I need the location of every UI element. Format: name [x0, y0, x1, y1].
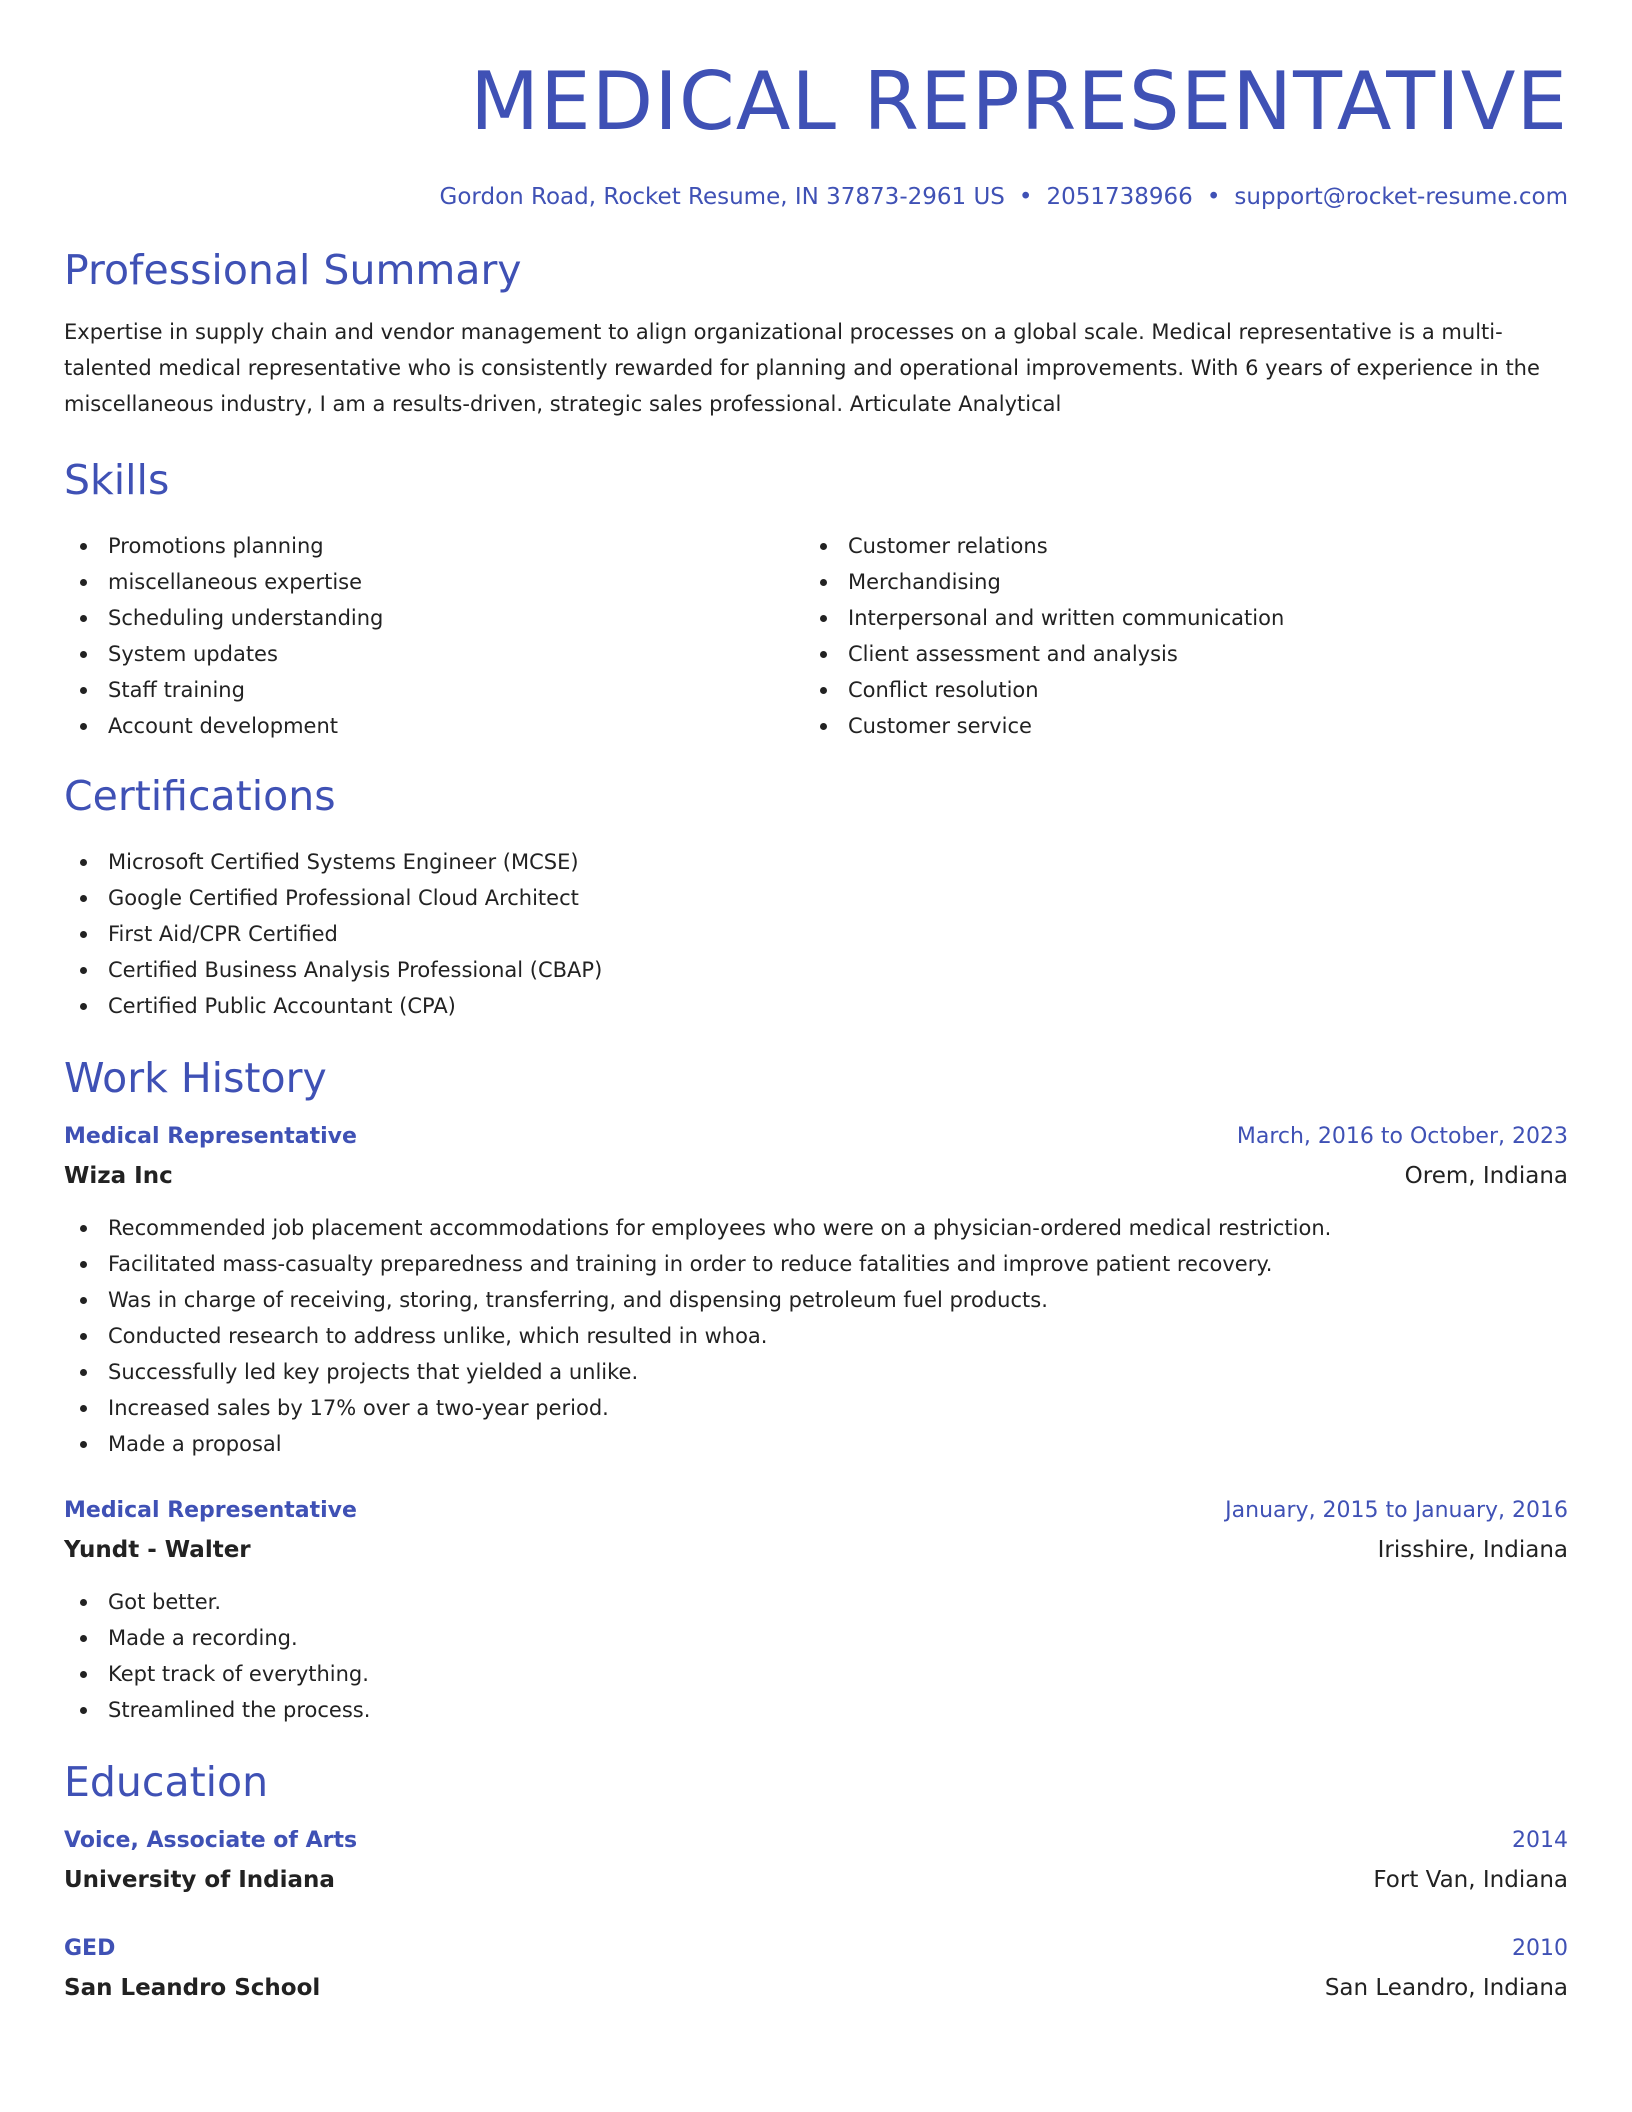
summary-text: Expertise in supply chain and vendor management to align organizational processes on a global scale. Medical representative is a multi-talented medical representative who is consistently rewarded for planning and operational improvements. With 6 years of experience in the miscellaneous industry, I am a results-driven, strategic sales professional. Articulate Analytical	[64, 320, 1540, 416]
job-bullet: Successfully led key projects that yielded a unlike.	[64, 1354, 1568, 1390]
job-bullets	[64, 1210, 1568, 1462]
job-bullet: Streamlined the process.	[64, 1692, 1568, 1728]
certification-item: First Aid/CPR Certified	[64, 916, 1568, 952]
job-entry	[64, 1492, 1568, 1728]
certifications-section	[64, 768, 1568, 1024]
job-header-row	[64, 1492, 1568, 1530]
contact-line	[64, 180, 1568, 214]
job-company-row	[64, 1530, 1568, 1570]
skills-list-right	[804, 528, 1544, 744]
section-title: Skills	[64, 456, 170, 504]
certification-item: Google Certified Professional Cloud Architect	[64, 880, 1568, 916]
education-school: University of Indiana	[64, 1867, 335, 1893]
job-bullet: Conducted research to address unlike, which resulted in whoa.	[64, 1318, 1568, 1354]
job-dates: March, 2016 to October, 2023	[1236, 1124, 1568, 1149]
education-location: Fort Van, Indiana	[1373, 1867, 1568, 1893]
certifications-list	[64, 844, 1568, 1024]
skill-item: Customer service	[804, 708, 1544, 744]
job-company: Wiza Inc	[64, 1163, 173, 1189]
skill-item: System updates	[64, 636, 804, 672]
job-bullet: Kept track of everything.	[64, 1656, 1568, 1692]
skill-item: Customer relations	[804, 528, 1544, 564]
education-location: San Leandro, Indiana	[1324, 1975, 1568, 2001]
education-school-row	[64, 1968, 1568, 2008]
skill-item: Interpersonal and written communication	[804, 600, 1544, 636]
job-bullet: Made a recording.	[64, 1620, 1568, 1656]
contact-separator: •	[1018, 184, 1033, 210]
job-title: Medical Representative	[64, 1124, 357, 1149]
skills-section	[64, 452, 1568, 744]
contact-separator: •	[1206, 184, 1221, 210]
education-entry	[64, 1930, 1568, 2008]
job-dates: January, 2015 to January, 2016	[1225, 1498, 1568, 1523]
skills-grid	[64, 528, 1568, 744]
contact-email[interactable]: support@rocket-resume.com	[1234, 184, 1568, 210]
skills-list-left	[64, 528, 804, 744]
section-title: Education	[64, 1758, 269, 1806]
job-bullet: Recommended job placement accommodations for employees who were on a physician-ordered medical restriction.	[64, 1210, 1568, 1246]
skill-item: Staff training	[64, 672, 804, 708]
education-entry	[64, 1822, 1568, 1900]
job-title: Medical Representative	[64, 1498, 357, 1523]
resume-name: MEDICAL REPRESENTATIVE	[470, 55, 1568, 148]
skill-item: miscellaneous expertise	[64, 564, 804, 600]
certification-item: Microsoft Certified Systems Engineer (MCSE)	[64, 844, 1568, 880]
skill-item: Promotions planning	[64, 528, 804, 564]
job-bullet: Increased sales by 17% over a two-year period.	[64, 1390, 1568, 1426]
section-title: Work History	[64, 1054, 327, 1102]
job-entry	[64, 1118, 1568, 1462]
education-header-row	[64, 1822, 1568, 1860]
job-location: Orem, Indiana	[1404, 1163, 1568, 1189]
job-bullet: Was in charge of receiving, storing, transferring, and dispensing petroleum fuel products.	[64, 1282, 1568, 1318]
contact-phone: 2051738966	[1046, 184, 1193, 210]
education-degree: Voice, Associate of Arts	[64, 1828, 358, 1853]
job-bullets	[64, 1584, 1568, 1728]
skill-item: Account development	[64, 708, 804, 744]
work-history-section	[64, 1050, 1568, 1728]
summary-section	[64, 242, 1568, 422]
education-degree: GED	[64, 1936, 116, 1961]
skills-column-left	[64, 528, 804, 744]
job-bullet: Got better.	[64, 1584, 1568, 1620]
education-section	[64, 1754, 1568, 2008]
skill-item: Scheduling understanding	[64, 600, 804, 636]
skills-column-right	[804, 528, 1544, 744]
certification-item: Certified Business Analysis Professional (CBAP)	[64, 952, 1568, 988]
job-header-row	[64, 1118, 1568, 1156]
education-school-row	[64, 1860, 1568, 1900]
job-bullet: Facilitated mass-casualty preparedness and training in order to reduce fatalities and improve patient recovery.	[64, 1246, 1568, 1282]
section-title: Certifications	[64, 772, 336, 820]
certification-item: Certified Public Accountant (CPA)	[64, 988, 1568, 1024]
skill-item: Client assessment and analysis	[804, 636, 1544, 672]
job-bullet: Made a proposal	[64, 1426, 1568, 1462]
job-company: Yundt - Walter	[64, 1537, 251, 1563]
contact-address: Gordon Road, Rocket Resume, IN 37873-2961 US	[439, 184, 1005, 210]
education-header-row	[64, 1930, 1568, 1968]
skill-item: Merchandising	[804, 564, 1544, 600]
job-location: Irisshire, Indiana	[1377, 1537, 1568, 1563]
education-school: San Leandro School	[64, 1975, 321, 2001]
section-title: Professional Summary	[64, 246, 522, 294]
skill-item: Conflict resolution	[804, 672, 1544, 708]
education-year: 2010	[1512, 1936, 1568, 1961]
education-year: 2014	[1512, 1828, 1568, 1853]
job-company-row	[64, 1156, 1568, 1196]
